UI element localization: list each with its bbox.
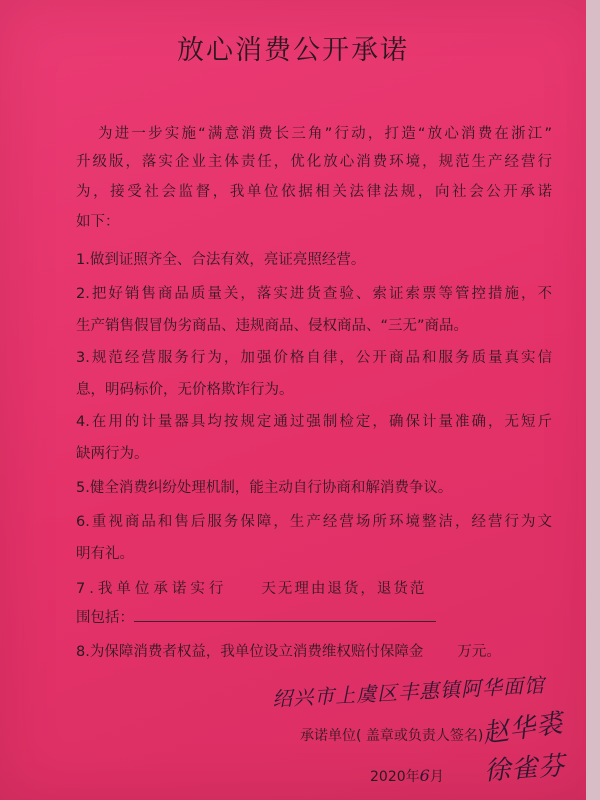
document-title: 放心消费公开承诺: [177, 35, 409, 66]
item-4-line-1: 4.在用的计量器具均按规定通过强制检定，确保计量准确，无短斤: [76, 414, 552, 430]
item-3-line-2: 息，明码标价，无价格欺诈行为。: [76, 382, 294, 398]
intro-line-4: 如下：: [76, 214, 120, 230]
item-8-text-b: 万元。: [457, 644, 501, 660]
handwritten-signature-1: 赵华裘: [480, 708, 566, 750]
item-7-line-2: [76, 606, 436, 627]
refund-days-blank[interactable]: [227, 579, 261, 593]
handwritten-signature-2: 徐雀芬: [483, 751, 567, 787]
item-5-line-1: 5.健全消费纠纷处理机制，能主动自行协商和解消费争议。: [76, 480, 453, 496]
refund-scope-blank[interactable]: [134, 607, 436, 622]
date-month-handwritten: 6: [419, 766, 430, 785]
signature-label: 承诺单位( 盖章或负责人签名): [300, 728, 484, 744]
item-8-text-a: 8.为保障消费者权益，我单位设立消费维权赔付保障金: [76, 644, 424, 660]
item-1-line-1: 1.做到证照齐全、合法有效，亮证亮照经营。: [76, 252, 366, 268]
item-8-line-1: [76, 640, 501, 661]
item-2-line-2: 生产销售假冒伪劣商品、违规商品、侵权商品、“三无”商品。: [76, 318, 469, 334]
item-7-line-1: [76, 577, 426, 598]
date-year: 2020年: [370, 769, 420, 785]
item-7-text-a: 7.我单位承诺实行: [76, 581, 228, 597]
intro-line-2: 升级版，落实企业主体责任，优化放心消费环境，规范生产经营行: [76, 154, 552, 170]
item-3-line-1: 3.规范经营服务行为，加强价格自律，公开商品和服务质量真实信: [76, 350, 552, 366]
guarantee-amount-blank[interactable]: [423, 642, 457, 656]
item-6-line-1: 6.重视商品和售后服务保障，生产经营场所环境整洁，经营行为文: [76, 514, 552, 530]
item-4-line-2: 缺两行为。: [76, 446, 149, 462]
background-edge: [586, 0, 600, 800]
item-6-line-2: 明有礼。: [76, 546, 134, 562]
date-month-unit: 月: [429, 769, 444, 785]
item-2-line-1: 2.把好销售商品质量关，落实进货查验、索证索票等管控措施，不: [76, 286, 552, 302]
item-7-text-b: 天无理由退货，退货范: [261, 581, 427, 597]
commitment-date: [370, 766, 444, 786]
intro-line-1: 为进一步实施“满意消费长三角”行动，打造“放心消费在浙江”: [98, 126, 552, 142]
item-7-text-c: 围包括：: [76, 610, 134, 626]
handwritten-unit-name: 绍兴市上虞区丰惠镇阿华面馆: [271, 672, 546, 712]
intro-line-3: 为，接受社会监督，我单位依据相关法律法规，向社会公开承诺: [76, 184, 552, 200]
